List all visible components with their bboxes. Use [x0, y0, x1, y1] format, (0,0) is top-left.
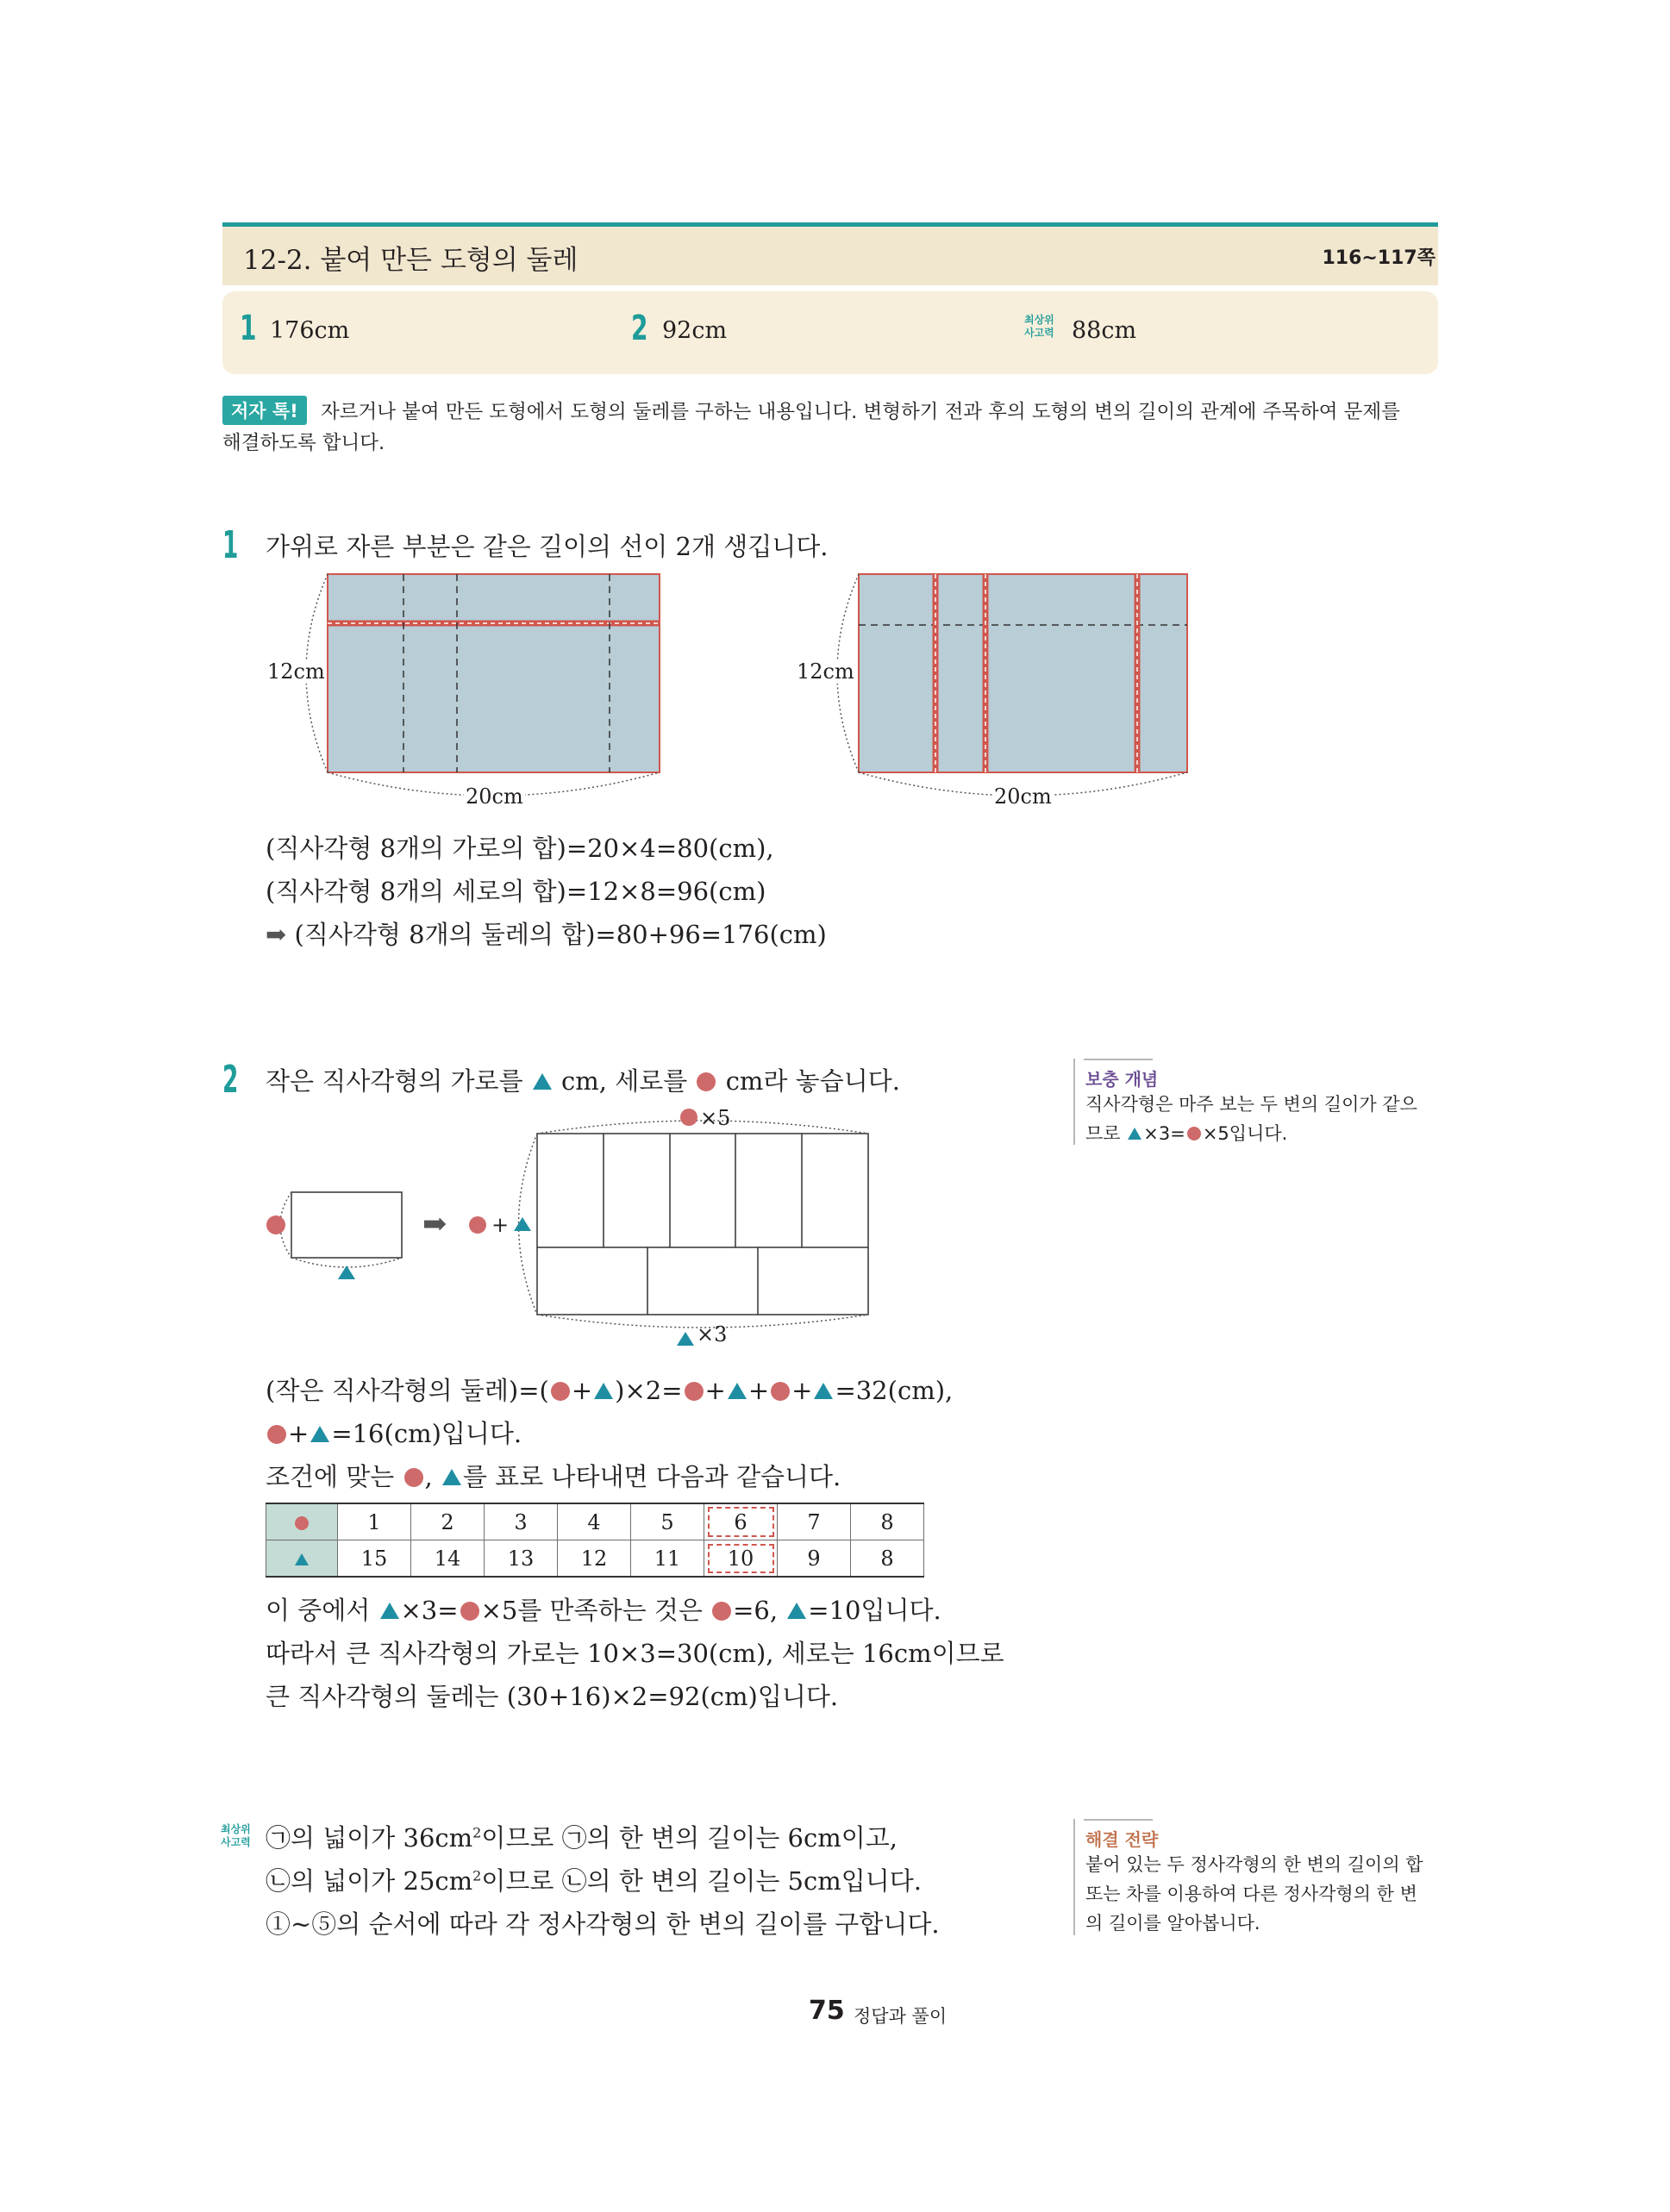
q2-line-4: 이 중에서 ×3= ×5를 만족하는 것은 =6, =10입니다. [266, 1596, 941, 1625]
page-number: 75 [809, 1996, 845, 2026]
q2-line-3: 조건에 맞는 , 를 표로 나타내면 다음과 같습니다. [266, 1462, 841, 1491]
tip-line-2: 해결하도록 합니다. [222, 432, 385, 454]
right-width-label: 20cm [994, 784, 1052, 809]
section-title: 12-2. 붙여 만든 도형의 둘레 [243, 245, 579, 276]
left-width-label: 20cm [466, 784, 523, 809]
question-1-number: 1 [222, 523, 239, 567]
side-note-strategy [1073, 1819, 1442, 1935]
side-note-concept [1073, 1059, 1442, 1145]
triangle-icon [533, 1073, 552, 1090]
page-range: 116~117쪽 [1322, 247, 1435, 269]
q2-line-5: 따라서 큰 직사각형의 가로는 10×3=30(cm), 세로는 16cm이므로 [266, 1639, 1004, 1668]
right-height-label: 12cm [797, 659, 854, 684]
q1-figures [250, 560, 1216, 819]
top-level-badge: 최상위 사고력 [221, 1823, 251, 1848]
top-level-badge: 최상위 사고력 [1024, 314, 1054, 339]
q1-line-3: ➡ (직사각형 8개의 둘레의 합)=80+96=176(cm) [266, 920, 827, 949]
q2-line-6: 큰 직사각형의 둘레는 (30+16)×2=92(cm)입니다. [266, 1682, 839, 1711]
q2-figure [259, 1099, 879, 1358]
question-2-number: 2 [222, 1058, 239, 1102]
value-table [266, 1503, 924, 1578]
note-line-1: 붙어 있는 두 정사각형의 한 변의 길이의 합 [1085, 1854, 1423, 1875]
answer-2-value: 92cm [662, 317, 728, 344]
left-height-label: 12cm [267, 659, 325, 684]
table-row-triangle: 15 14 13 12 11 10 9 8 [266, 1540, 924, 1578]
q3-line-3: ①~⑤의 순서에 따라 각 정사각형의 한 변의 길이를 구합니다. [266, 1909, 940, 1939]
note-line-1: 직사각형은 마주 보는 두 변의 길이가 같으 [1085, 1094, 1417, 1115]
question-2-intro: 작은 직사각형의 가로를 cm, 세로를 cm라 놓습니다. [266, 1066, 900, 1096]
fig-arrow-icon: ➡ [422, 1207, 447, 1241]
note-line-2: 또는 차를 이용하여 다른 정사각형의 한 변 [1085, 1884, 1417, 1904]
page-footer-label: 정답과 풀이 [854, 2006, 948, 2027]
triangle-icon [295, 1553, 309, 1565]
answer-3-value: 88cm [1072, 317, 1137, 344]
answer-box [222, 291, 1438, 374]
q2-line-1: (작은 직사각형의 둘레)=( + )×2= + + + =32(cm), [266, 1376, 954, 1405]
fig-side-label: + [491, 1213, 510, 1237]
table-row-circle: 1 2 3 4 5 6 7 8 [266, 1503, 924, 1540]
note-line-3: 의 길이를 알아봅니다. [1085, 1913, 1260, 1934]
q1-line-2: (직사각형 8개의 세로의 합)=12×8=96(cm) [266, 877, 766, 906]
fig-bottom-label: ×3 [697, 1322, 728, 1347]
q3-line-2: ㉡의 넓이가 $25cm^2$이므로 ㉡의 한 변의 길이는 5cm입니다. [266, 1866, 923, 1896]
answer-1-value: 176cm [270, 317, 350, 344]
tip-label: 저자 톡! [222, 396, 307, 425]
note-title: 해결 전략 [1085, 1829, 1159, 1850]
result-arrow-icon: ➡ [266, 920, 287, 949]
note-line-2: 므로 ×3= ×5입니다. [1085, 1123, 1288, 1144]
left-rectangle-figure [306, 574, 660, 796]
q3-line-1: ㉠의 넓이가 $36cm^2$이므로 ㉠의 한 변의 길이는 6cm이고, [266, 1823, 898, 1853]
tip-line-1: 자르거나 붙여 만든 도형에서 도형의 둘레를 구하는 내용입니다. 변형하기 전과 후의 도형의 변의 길이의 관계에 주목하여 문제를 [321, 401, 1400, 423]
q2-line-2: + =16(cm)입니다. [266, 1415, 522, 1450]
right-rectangle-figure [837, 574, 1187, 796]
circle-icon [295, 1516, 309, 1530]
circle-icon [697, 1072, 716, 1091]
fig-top-label: ×5 [700, 1106, 731, 1130]
answer-1-number: 1 [240, 309, 257, 348]
note-title: 보충 개념 [1085, 1069, 1159, 1090]
question-1-intro: 가위로 자른 부분은 같은 길이의 선이 2개 생깁니다. [266, 532, 829, 561]
answer-2-number: 2 [631, 309, 648, 348]
q1-line-1: (직사각형 8개의 가로의 합)=20×4=80(cm), [266, 834, 774, 863]
